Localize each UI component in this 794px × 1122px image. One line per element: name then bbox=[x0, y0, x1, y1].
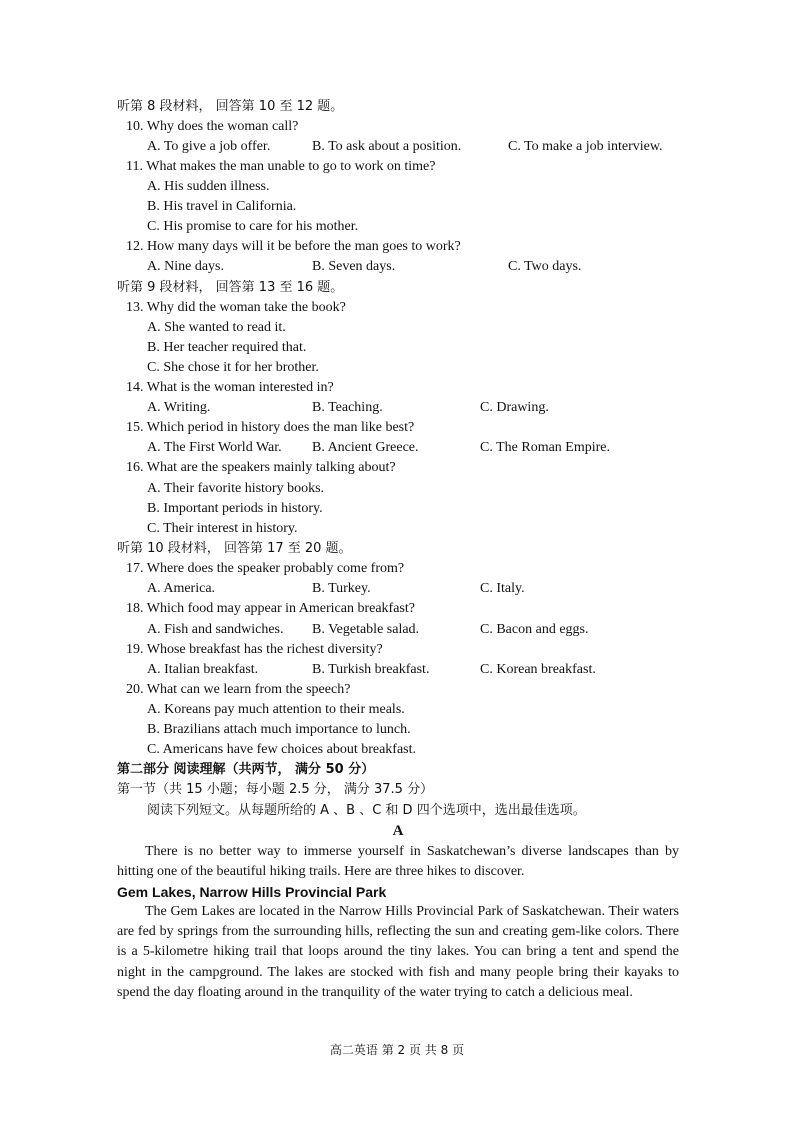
question-13-option-b: B. Her teacher required that. bbox=[147, 340, 307, 355]
question-15-stem: 15. Which period in history does the man like best? bbox=[126, 420, 415, 435]
question-10-stem: 10. Why does the woman call? bbox=[126, 119, 299, 134]
question-20-option-b: B. Brazilians attach much importance to lunch. bbox=[147, 722, 411, 737]
question-10-option-c: C. To make a job interview. bbox=[508, 139, 663, 154]
question-18-option-a: A. Fish and sandwiches. bbox=[147, 622, 284, 637]
section-8-instruction: 听第 8 段材料， 回答第 10 至 12 题。 bbox=[117, 99, 344, 114]
question-20-option-c: C. Americans have few choices about breakfast. bbox=[147, 742, 417, 757]
question-18-option-b: B. Vegetable salad. bbox=[312, 622, 420, 637]
question-11-stem: 11. What makes the man unable to go to work on time? bbox=[126, 159, 436, 174]
part-2-title: 第二部分 阅读理解（共两节， 满分 50 分） bbox=[117, 762, 375, 777]
question-10-option-b: B. To ask about a position. bbox=[312, 139, 462, 154]
question-14-option-b: B. Teaching. bbox=[312, 400, 383, 415]
question-12-option-a: A. Nine days. bbox=[147, 259, 224, 274]
question-13-option-a: A. She wanted to read it. bbox=[147, 320, 286, 335]
question-17-stem: 17. Where does the speaker probably come from? bbox=[126, 561, 405, 576]
page-footer: 高二英语 第 2 页 共 8 页 bbox=[329, 1043, 465, 1057]
question-16-option-b: B. Important periods in history. bbox=[147, 501, 323, 516]
question-11-option-b: B. His travel in California. bbox=[147, 199, 297, 214]
question-19-option-b: B. Turkish breakfast. bbox=[312, 662, 430, 677]
question-17-option-a: A. America. bbox=[147, 581, 216, 596]
question-16-option-c: C. Their interest in history. bbox=[147, 521, 298, 536]
question-12-stem: 12. How many days will it be before the man goes to work? bbox=[126, 239, 461, 254]
question-13-option-c: C. She chose it for her brother. bbox=[147, 360, 319, 375]
passage-letter: A bbox=[392, 823, 404, 839]
section-9-instruction: 听第 9 段材料， 回答第 13 至 16 题。 bbox=[117, 280, 344, 295]
question-11-option-c: C. His promise to care for his mother. bbox=[147, 219, 359, 234]
question-20-stem: 20. What can we learn from the speech? bbox=[126, 682, 351, 697]
question-11-option-a: A. His sudden illness. bbox=[147, 179, 270, 194]
question-20-option-a: A. Koreans pay much attention to their meals. bbox=[147, 702, 405, 717]
question-12-option-b: B. Seven days. bbox=[312, 259, 396, 274]
question-16-option-a: A. Their favorite history books. bbox=[147, 481, 325, 496]
question-18-stem: 18. Which food may appear in American breakfast? bbox=[126, 601, 415, 616]
question-17-option-c: C. Italy. bbox=[480, 581, 525, 596]
question-15-option-a: A. The First World War. bbox=[147, 440, 282, 455]
question-13-stem: 13. Why did the woman take the book? bbox=[126, 300, 346, 315]
gem-lakes-heading: Gem Lakes, Narrow Hills Provincial Park bbox=[117, 884, 387, 900]
reading-instruction: 阅读下列短文。从每题所给的 A 、B 、C 和 D 四个选项中，选出最佳选项。 bbox=[147, 803, 586, 818]
question-15-option-c: C. The Roman Empire. bbox=[480, 440, 610, 455]
question-19-option-a: A. Italian breakfast. bbox=[147, 662, 259, 677]
section-10-instruction: 听第 10 段材料， 回答第 17 至 20 题。 bbox=[117, 541, 352, 556]
question-18-option-c: C. Bacon and eggs. bbox=[480, 622, 589, 637]
question-14-stem: 14. What is the woman interested in? bbox=[126, 380, 334, 395]
question-16-stem: 16. What are the speakers mainly talking about? bbox=[126, 460, 396, 475]
question-12-option-c: C. Two days. bbox=[508, 259, 582, 274]
passage-intro-paragraph: There is no better way to immerse yourself in Saskatchewan’s diverse landscapes than by hitting one of the beautiful hiking trails. Here are three hikes to discover. bbox=[117, 844, 679, 880]
question-19-stem: 19. Whose breakfast has the richest diversity? bbox=[126, 642, 383, 657]
question-15-option-b: B. Ancient Greece. bbox=[312, 440, 419, 455]
question-10-option-a: A. To give a job offer. bbox=[147, 139, 271, 154]
part-2-section-1-heading: 第一节（共 15 小题；每小题 2.5 分， 满分 37.5 分） bbox=[117, 782, 434, 797]
question-14-option-c: C. Drawing. bbox=[480, 400, 549, 415]
question-14-option-a: A. Writing. bbox=[147, 400, 211, 415]
gem-lakes-paragraph: The Gem Lakes are located in the Narrow Hills Provincial Park of Saskatchewan. Their waters are fed by springs from the surrounding hills, reflecting the sun and creating gem-like colors. There is a 5-kilometre hiking trail that loops around the tiny lakes. You can bring a tent and spend the night in the campground. The lakes are stocked with fish and many people bring their kayaks to spend the day floating around in the tranquility of the water trying to catch a delicious meal. bbox=[117, 904, 679, 1000]
question-17-option-b: B. Turkey. bbox=[312, 581, 371, 596]
question-19-option-c: C. Korean breakfast. bbox=[480, 662, 596, 677]
